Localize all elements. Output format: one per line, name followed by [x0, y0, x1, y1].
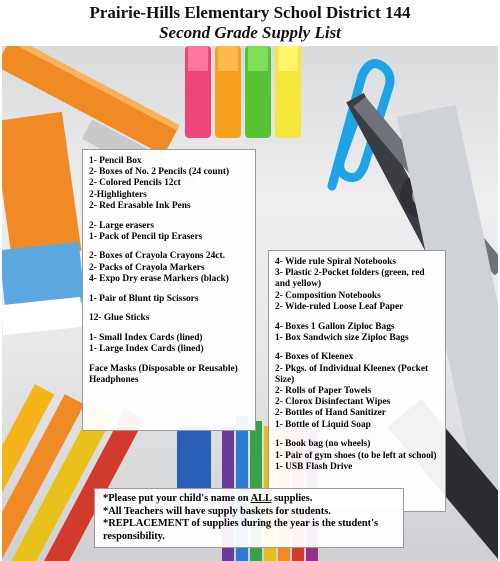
supply-item: 2- Wide-ruled Loose Leaf Paper	[275, 301, 404, 312]
orange-box	[2, 112, 81, 260]
supply-list-right	[268, 250, 446, 512]
supply-item: 1- USB Flash Drive	[275, 461, 353, 472]
supply-item: 1- Large Index Cards (lined)	[89, 344, 204, 355]
supply-item: 2- Boxes of Crayola Crayons 24ct.	[89, 251, 225, 262]
list-spacer	[275, 344, 439, 353]
supply-item: 4- Boxes 1 Gallon Ziploc Bags	[275, 321, 395, 332]
supply-item: 1- Small Index Cards (lined)	[89, 332, 203, 343]
highlighters	[185, 46, 301, 138]
supply-item: 1- Bottle of Liquid Soap	[275, 419, 371, 430]
supply-item: 2- Boxes of No. 2 Pencils (24 count)	[89, 167, 230, 178]
supply-item: Headphones	[89, 375, 139, 386]
supply-item: 2- Rolls of Paper Towels	[275, 386, 372, 397]
supply-item: Face Masks (Disposable or Reusable)	[89, 363, 238, 374]
supply-item: 1- Box Sandwich size Ziploc Bags	[275, 332, 409, 343]
supply-item: 1- Pencil Box	[89, 156, 142, 166]
supply-item: 2- Large erasers	[89, 220, 155, 231]
document-title: Prairie-Hills Elementary School District 144	[89, 3, 411, 22]
supply-item: 1- Pair of gym shoes (to be left at school)	[275, 450, 437, 461]
supply-item: 2- Pkgs. of Individual Kleenex (Pocket Size)	[275, 363, 431, 385]
note-supply-baskets: *All Teachers will have supply baskets for students.	[103, 505, 331, 517]
supply-item: 1- Book bag (no wheels)	[275, 439, 371, 450]
supply-item: 3- Plastic 2-Pocket folders (green, red and yellow)	[275, 268, 427, 290]
list-spacer	[89, 355, 249, 364]
supply-item: 2- Packs of Crayola Markers	[89, 262, 205, 273]
list-spacer	[89, 212, 249, 221]
supply-item: 4- Boxes of Kleenex	[275, 352, 354, 363]
supply-item: 2-Highlighters	[89, 189, 147, 200]
supply-item: 2- Bottles of Hand Sanitizer	[275, 408, 386, 419]
list-spacer	[89, 243, 249, 252]
supply-item: 2- Colored Pencils 12ct	[89, 178, 181, 189]
supply-item: 12- Glue Sticks	[89, 313, 150, 324]
supply-item: 4- Wide rule Spiral Notebooks	[275, 257, 397, 267]
supply-item: 2- Clorox Disinfectant Wipes	[275, 397, 391, 408]
supply-item: 4- Expo Dry erase Markers (black)	[89, 273, 229, 284]
list-spacer	[275, 313, 439, 322]
supply-item: 1- Pair of Blunt tip Scissors	[89, 293, 199, 304]
supply-item: 1- Pack of Pencil tip Erasers	[89, 231, 203, 242]
pencil-sharpener	[177, 426, 211, 496]
note-label-name: *Please put your child's name on ALL supplies.	[103, 493, 313, 504]
document-subtitle: Second Grade Supply List	[159, 23, 341, 42]
supply-item: 2- Composition Notebooks	[275, 290, 381, 301]
supply-list-left	[82, 149, 256, 431]
notes-box	[94, 488, 404, 548]
supply-item: 2- Red Erasable Ink Pens	[89, 200, 191, 211]
list-spacer	[89, 305, 249, 314]
note-replacement: *REPLACEMENT of supplies during the year is the student's responsibility.	[103, 518, 381, 542]
background-photo	[2, 46, 498, 561]
header	[0, 0, 500, 46]
list-spacer	[89, 324, 249, 333]
emphasis-all: ALL	[250, 493, 272, 504]
list-spacer	[89, 285, 249, 294]
